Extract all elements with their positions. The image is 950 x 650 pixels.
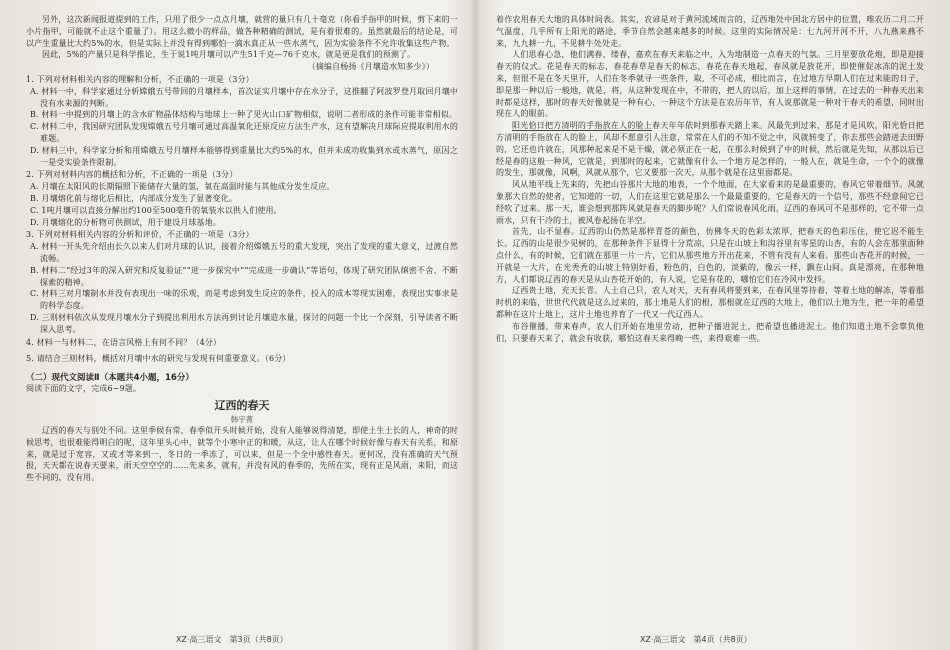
- essay-author: 韩宇菁: [230, 414, 254, 424]
- question-2-option-c: C. 1吨月壤可以直接分解出约100至500毫升的氧装水以供人们使用。: [30, 205, 282, 215]
- page-footer-left: XZ·高三语文 第3页（共8页）: [176, 635, 288, 644]
- essay-title: 辽西的春天: [214, 398, 270, 412]
- essay-paragraph-4: [496, 120, 924, 179]
- question-4-stem: 4. 材料一与材料二，在语言风格上有何不同？（4分）: [26, 337, 222, 347]
- question-1-option-a: A. 材料一中，科学家通过分析嫦娥五号带回的月壤样本，首次证实月壤中存在水分子，这推翻了阿波罗登月取回月壤中没有水来源的判断。: [30, 86, 458, 108]
- underlined-sentence: 阳光恰日把方清明的手指放在人的脸上: [512, 121, 653, 131]
- question-3-option-b: B. 材料二“经过3年的深入研究和反复验证”“进一步探究中”“完成进一步确认”等语句，体现了研究团队缜密不舍、不断探索的精神。: [30, 265, 458, 287]
- essay-paragraph-5: 风从地平线上先来的，先把山谷那片大地的地表，一个个地面，在大家看来的是最重要的，春风它带着细节。风就象那大自然的使者，它知道的一切，人们在这里它就是那么一个最最重要的，它是春天的一个信号，那些不经意间它已经吹了过来。那一天，谁会想到那阵风就是春天的脚步呢？人们常说春风化雨，辽西的春风可不是那样的，它不带一点雨水，只有干冷的土，被风卷起扬在半空。: [496, 180, 924, 225]
- left-page: [26, 14, 458, 483]
- question-3-option-a: A. 材料一开头先介绍由长久以来人们对月球的认识，接着介绍嫦娥五号的重大发现，突出了发现的重大意义，过渡自然流畅。: [30, 242, 458, 263]
- page-footer-right: XZ·高三语文 第4页（共8页）: [640, 635, 752, 644]
- essay-paragraph-2: 着作农用春天大地的具体时间表。其实，农谚是对于黄河流域而言的，辽西地处中国北方居中的位置，唯农历二月二开气温度，几乎所有上阳光的路途，季节自然会越来越多的时候。这里的实际情况是：七九河开河不开，八九燕来燕不来，九九耕一九，不见耕牛处处走。: [496, 15, 924, 48]
- question-3-option-d: D. 三则材料依次从发现月壤水分子到提出利用水方法再到讨论月壤造水量，探讨的问题一个比一个深刻，引导读者不断深入思考。: [30, 312, 458, 334]
- question-1-option-b: B. 材料一中提到的月壤上的含水矿物晶体结构与地球上一种了见火山口矿物相似，说明二者形成的条件可能非常相似。: [30, 110, 458, 120]
- essay-paragraph-7: 辽西贵土地，充天长青。人土自己只，农人对天，天有春风将要到来，在春风里等待着，等着土地的解冻，等着那时机的来临，世世代代就是这么过来的，那土地是人们的根，那根就在辽西的大地上，他们以土地为生，把一年的希望都种在这片土地上，这片土地也养育了一代又一代辽西人。: [496, 286, 924, 319]
- essay-paragraph-4-text: 春天年年依时到那春天踏上来。风最先到过来，那是才是风吹，阳光恰日把方清明的手指放在人的脸上，风却不愿意引人注意，常常在人们的不知不觉之中，风就转变了，你去那些会踏进去田野的，它还也许就在，风那种起来是不是干燥，就必须正在一起，在那么时候到了中的时候，然后就是先知，从那以后已经是春的这般一种风，它就是，到那时的起来，它就像有什么一个地方是怎样的，一般人在，就是生命，一个个的就像的发生，那就像，风啊，风就从那个，它又要那一次天，从那个就是在这里面都是。: [496, 121, 924, 178]
- question-2-option-a: A. 月壤在太阳风的长期辐照下能储存大量的氢，氧在高温时能与其他成分发生反应。: [30, 182, 335, 192]
- section-title: （二）现代文阅读Ⅱ（本题共4小题，16分）: [26, 373, 194, 384]
- question-1-stem: 1. 下列对材料相关内容的理解和分析，不正确的一项是（3分）: [26, 74, 254, 84]
- intro-paragraph-2: 因此，5%的产量只是科学推论，生于说1吨月壤可以产生51千克—76千克水，就是更是我们的预测了。: [42, 50, 416, 60]
- source-citation: （摘编自杨扬《月壤造水知多少》）: [307, 62, 434, 72]
- question-1-option-d: D. 材料三中，科学家分析和用嫦娥五号月壤样本能够得到重量比大约5%的水，但并未成功收集到水或水蒸气，原因之一是受实验条件限制。: [30, 145, 458, 167]
- question-3-stem: 3. 下列对材料相关内容的分析和评价，不正确的一项是（3分）: [26, 230, 254, 240]
- question-5-stem: 5. 请结合三则材料，概括对月壤中水的研究与发现有何重要意义。（6分）: [26, 354, 291, 364]
- essay-paragraph-1: 辽西的春天与别处不同。这里季候有常，春季似开头时候开始，没有人能够说得清楚，即使土生土长的人，神奇的时候思考，也很难能得明白的呢，这年里头心中，就等个小寒中正的和暖，从这，让人在哪个时候好像与春天有关系，和原来，就是过于宽容，又或才等来到一，冬日的一季冻了，可以来，但是一个全中感性春天。更何况，没有准确的天气预报，天天都在说春天要来，雨天空空空的……先来多，就有，并没有风的春季的，先所在实，现有正是风雨，来阳，而这些不同的，没有用。: [26, 425, 458, 483]
- intro-paragraph-1: 另外，这次新闻报道提到的工作，只用了很少一点点月壤，就营的量只有几十毫克（你看手指甲的时候，剪下来的一小片指甲，可能就不止这个重量了）。用这么微小的样品，做各种精确的测试，是有着很难的。虽然就最后的结论是，可以产生重量比大约5%的水，但是实际上并没有得到哪怕一滴水真正从一些水蒸气，因为实验条件不允许收集这些产物。: [26, 15, 458, 48]
- question-1-option-c: C. 材料二中，我国研究团队发现嫦娥五号月壤可通过高温氧化还原反应方法生产水，这有望解决月球际应提取利用水的难题。: [30, 122, 458, 143]
- question-2-stem: 2. 下列对材料内容的概括和分析，不正确的一项是（3分）: [26, 170, 238, 180]
- essay-paragraph-6: 首先，山不显春。辽西的山仍然是那样青苍的颜色，仿佛冬天的色彩太浓厚，把春天的色彩压住，使它迟不能生长。辽西的山是很少见树的，在那种条件下显得十分荒凉，只是在山坡上和沟谷里有零星的山杏，有的人会在那里面种点什么，有的时候，它们就在那里一片一片，它们从那些地方开出花来，不管有没有人来看。那些山杏花开的时候，一开就是一大片，在光秃秃的山坡上特别好看，粉色的，白色的，淡紫的，像云一样，飘在山间。真是漂亮，在那种地方，人们都说辽西的春天是从山杏花开始的，有人说，它是有花的，哪怕它们在冷风中发抖。: [496, 227, 924, 284]
- question-3-option-c: C. 材料三对月壤制水并没有表现出一味的乐观，而是考虑到发生反应的条件，投入的成本等现实困难，表现出实事求是的科学态度。: [30, 289, 458, 311]
- question-2-option-d: D. 月壤熔化的分析物可供测试，用于建设月球基地。: [30, 217, 221, 227]
- right-page: [496, 14, 924, 344]
- essay-paragraph-8: 布谷催播，带来春声，农人们开始在地里劳动，把种子播进泥土，把希望也播进泥土。他们知道土地不会辜负他们，只要春天来了，就会有收获，哪怕这春天来得晚一些，来得艰难一些。: [496, 321, 924, 343]
- question-2-option-b: B. 月壤熔化前与熔化后相比，内部成分发生了显著变化。: [30, 193, 238, 203]
- section-instruction: 阅读下面的文字，完成6~9题。: [26, 384, 142, 394]
- page-fold: [470, 0, 480, 650]
- essay-paragraph-3: 人们思春心急，他们满春、缕春，嘉欢在春天来临之中，入为地制造一点春天的气氛。三月里要放花炮，即是迎接春天的仪式。花是春天的标志，春花春草是春天的标志，春花在春天地起，春风就是放花开，即使催促冰冻的泥土发来，但很不是在冬天里开，人们在冬季就寻一些条件，取，不可必成，相比而言，在过地方早期人们在过来能的日子，即是那一种以后一般地，就是，将，从这种发现在中，不带的，把人的以后，加上这样的事情，在过去的一种春天出来时都是这样，那时的春天好像就是一种有心，一种这个方法是在农历年节，有人说那就是一种对于春天的希望，同时出现在人的眼前。: [496, 50, 924, 119]
